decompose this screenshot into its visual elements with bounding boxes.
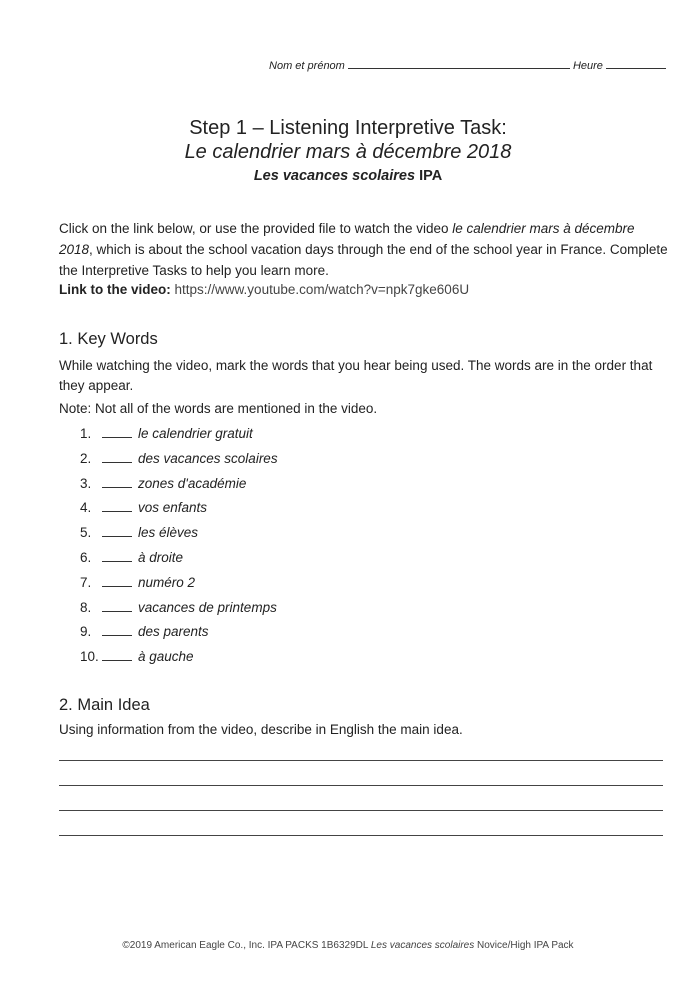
item-number: 4. — [80, 500, 92, 516]
key-word: à gauche — [138, 649, 194, 665]
item-number: 9. — [80, 624, 92, 640]
item-number: 6. — [80, 549, 92, 565]
item-number: 7. — [80, 574, 92, 590]
answer-line[interactable] — [59, 760, 663, 761]
key-word: des vacances scolaires — [138, 450, 278, 466]
key-word: le calendrier gratuit — [138, 426, 253, 441]
footer-title: Les vacances scolaires — [370, 940, 475, 951]
intro-paragraph — [59, 218, 669, 281]
footer — [0, 940, 696, 951]
key-word: zones d'académie — [138, 475, 247, 491]
page-subtitle-2 — [0, 168, 696, 184]
page-subtitle: Le calendrier mars à décembre 2018 — [184, 141, 512, 163]
name-label: Nom et prénom — [269, 60, 345, 72]
key-word-item — [80, 599, 278, 624]
key-word-item — [80, 450, 278, 475]
name-hour-line — [269, 57, 666, 72]
check-blank[interactable] — [102, 648, 132, 661]
check-blank[interactable] — [102, 450, 132, 463]
footer-pack: Novice/High IPA Pack — [474, 940, 574, 951]
key-word: des parents — [138, 624, 209, 640]
video-link[interactable]: https://www.youtube.com/watch?v=npk7gke606U — [174, 282, 470, 297]
answer-line[interactable] — [59, 835, 663, 836]
key-word-item — [80, 574, 278, 599]
item-number: 2. — [80, 450, 92, 466]
video-link-line — [59, 282, 469, 297]
item-number: 8. — [80, 599, 92, 615]
section-1-heading: 1. Key Words — [59, 330, 158, 348]
hour-blank[interactable] — [606, 57, 666, 69]
check-blank[interactable] — [102, 524, 132, 537]
hour-label: Heure — [572, 60, 603, 72]
key-word-item — [80, 623, 278, 648]
check-blank[interactable] — [102, 475, 132, 488]
page-title: Step 1 – Listening Interpretive Task: — [189, 117, 507, 139]
name-blank[interactable] — [348, 57, 570, 69]
answer-line[interactable] — [59, 785, 663, 786]
item-number: 10. — [80, 649, 99, 665]
check-blank[interactable] — [102, 623, 132, 636]
item-number: 1. — [80, 426, 92, 441]
item-number: 3. — [80, 475, 92, 491]
section-2-instructions: Using information from the video, describe in English the main idea. — [59, 722, 463, 737]
key-word-item — [80, 499, 278, 524]
subtitle-italic: Les vacances scolaires — [253, 168, 416, 184]
subtitle-ipa: IPA — [419, 168, 443, 184]
check-blank[interactable] — [102, 425, 132, 438]
intro-text-2: , which is about the school vacation days through the end of the school year in France. Complete the Interpretive Tasks to help you learn more. — [59, 242, 668, 278]
footer-copyright: ©2019 American Eagle Co., Inc. IPA PACKS 1B6329DL — [122, 940, 371, 951]
check-blank[interactable] — [102, 599, 132, 612]
check-blank[interactable] — [102, 499, 132, 512]
key-word: vos enfants — [138, 500, 208, 516]
key-word: les élèves — [138, 525, 199, 541]
section-1-instructions: While watching the video, mark the words that you hear being used. The words are in the order that they appear. — [59, 358, 653, 393]
key-word-item — [80, 648, 278, 673]
key-word-item — [80, 425, 278, 450]
answer-line[interactable] — [59, 810, 663, 811]
section-1-note: Note: Not all of the words are mentioned in the video. — [59, 401, 378, 416]
key-word: à droite — [138, 549, 184, 565]
key-word-item — [80, 549, 278, 574]
section-2-heading: 2. Main Idea — [59, 696, 150, 714]
key-word: numéro 2 — [138, 574, 196, 590]
intro-text: Click on the link below, or use the provided file to watch the video — [59, 221, 453, 236]
key-word-item — [80, 524, 278, 549]
link-label: Link to the video: — [59, 282, 171, 297]
check-blank[interactable] — [102, 574, 132, 587]
check-blank[interactable] — [102, 549, 132, 562]
item-number: 5. — [80, 525, 92, 541]
key-word-item — [80, 475, 278, 500]
key-words-list — [80, 425, 278, 673]
key-word: vacances de printemps — [138, 599, 277, 615]
intro-video-title: le calendrier mars à décembre 2018 — [59, 221, 635, 257]
